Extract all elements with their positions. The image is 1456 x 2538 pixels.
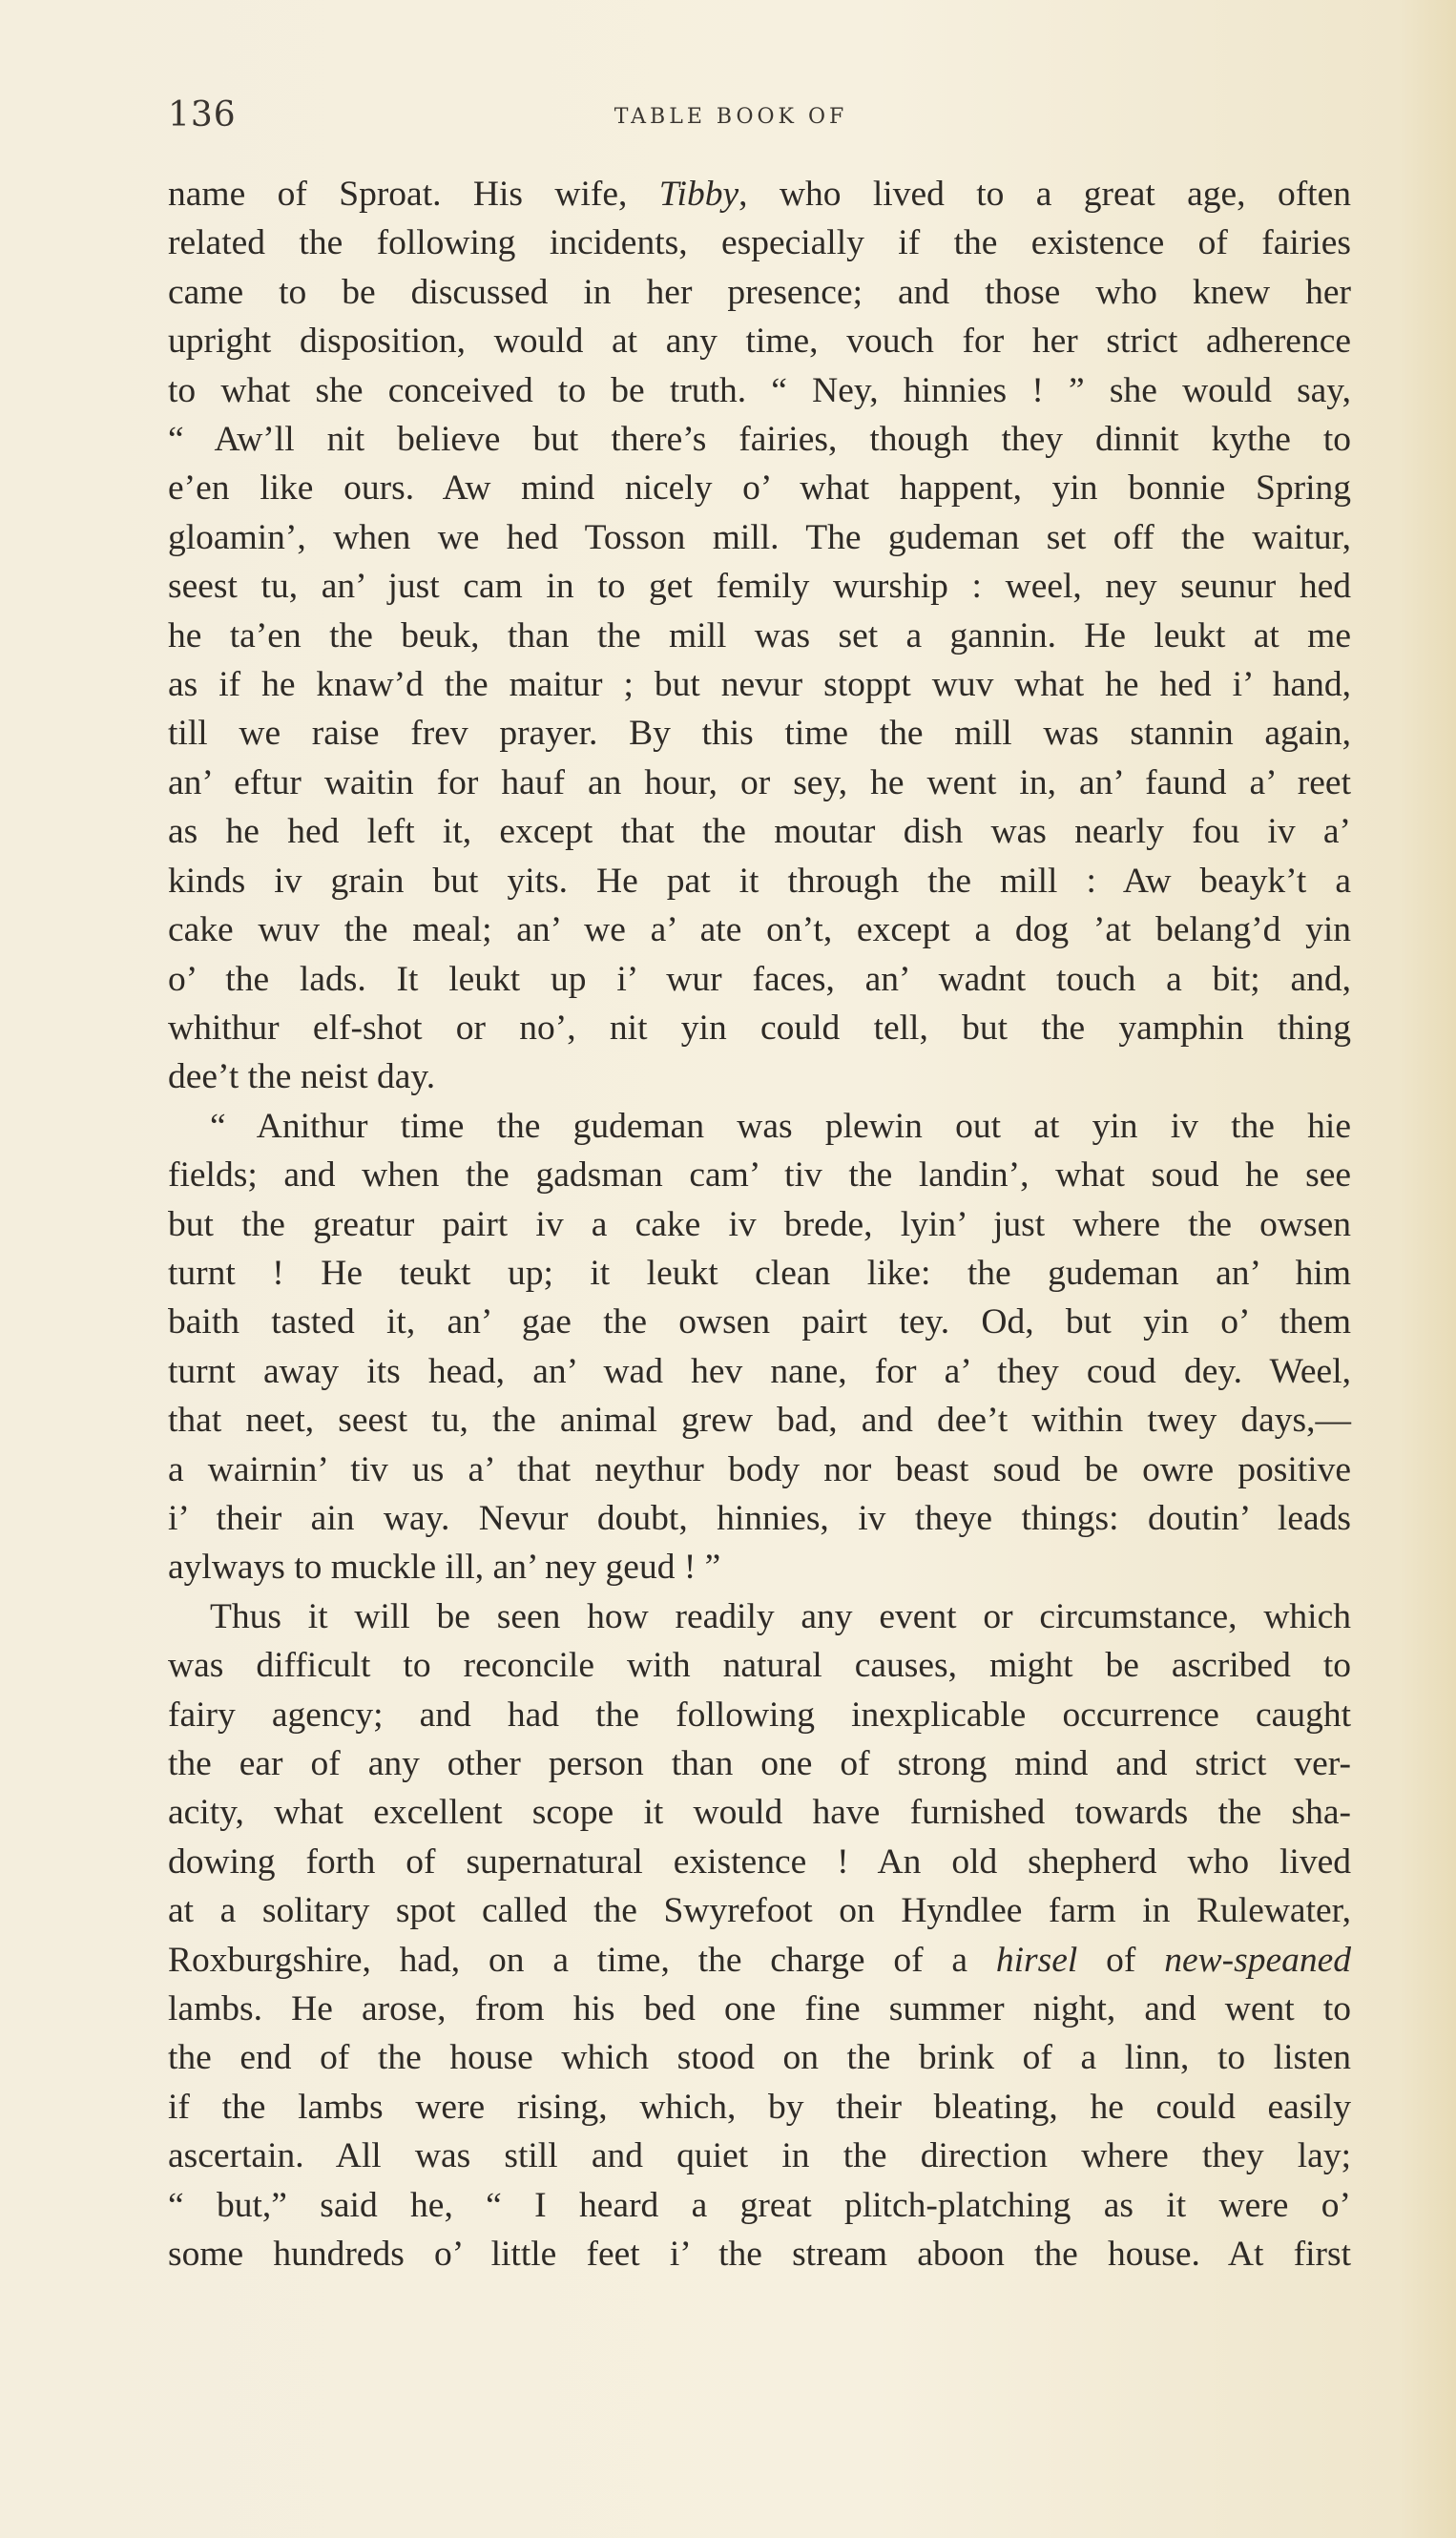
running-head: TABLE BOOK OF xyxy=(614,105,848,129)
text-line: came to be discussed in her presence; and those who knew her xyxy=(168,272,1351,312)
text-line: dee’t the neist day. xyxy=(168,1057,436,1097)
text-line: the end of the house which stood on the brink of a linn, to listen xyxy=(168,2038,1351,2078)
text-line: Thus it will be seen how readily any event or circumstance, which xyxy=(210,1596,1351,1636)
text-line: that neet, seest tu, the animal grew bad, and dee’t within twey days,— xyxy=(168,1401,1351,1441)
text-line: was difficult to reconcile with natural causes, might be ascribed to xyxy=(168,1646,1351,1686)
text-line: a wairnin’ tiv us a’ that neythur body nor beast soud be owre positive xyxy=(168,1449,1351,1489)
text-line: acity, what excellent scope it would have furnished towards the sha- xyxy=(168,1793,1351,1833)
text-line: seest tu, an’ just cam in to get femily wurship : weel, ney seunur hed xyxy=(168,567,1351,607)
text-line: i’ their ain way. Nevur doubt, hinnies, iv theye things: doutin’ leads xyxy=(168,1498,1351,1538)
paragraph xyxy=(168,1592,1351,2279)
text-line: dowing forth of supernatural existence ! An old shepherd who lived xyxy=(168,1841,1351,1882)
paragraph xyxy=(168,1102,1351,1592)
text-line: till we raise frev prayer. By this time the mill was stannin again, xyxy=(168,714,1351,754)
text-line: as if he knaw’d the maitur ; but nevur stoppt wuv what he hed i’ hand, xyxy=(168,665,1351,705)
text-line: the ear of any other person than one of strong mind and strict ver- xyxy=(168,1744,1351,1783)
text-line: lambs. He arose, from his bed one fine summer night, and went to xyxy=(168,1989,1351,2029)
text-line: cake wuv the meal; an’ we a’ ate on’t, except a dog ’at belang’d yin xyxy=(168,910,1351,950)
text-line: some hundreds o’ little feet i’ the stream aboon the house. At first xyxy=(168,2235,1351,2275)
text-line: as he hed left it, except that the moutar dish was nearly fou iv a’ xyxy=(168,812,1351,852)
text-line: turnt ! He teukt up; it leukt clean like: the gudeman an’ him xyxy=(168,1253,1351,1293)
text-line: whithur elf-shot or no’, nit yin could tell, but the yamphin thing xyxy=(168,1008,1351,1048)
text-line: fields; and when the gadsman cam’ tiv the landin’, what soud he see xyxy=(168,1155,1351,1196)
text-line: “ but,” said he, “ I heard a great plitch-platching as it were o’ xyxy=(168,2185,1351,2225)
text-line: e’en like ours. Aw mind nicely o’ what happent, yin bonnie Spring xyxy=(168,468,1351,509)
paragraph xyxy=(168,170,1351,1102)
text-line: o’ the lads. It leukt up i’ wur faces, an’ wadnt touch a bit; and, xyxy=(168,959,1351,999)
text-line: ascertain. All was still and quiet in the direction where they lay; xyxy=(168,2136,1351,2176)
text-line: if the lambs were rising, which, by their bleating, he could easily xyxy=(168,2087,1351,2127)
text-line: “ Aw’ll nit believe but there’s fairies, though they dinnit kythe to xyxy=(168,420,1351,460)
text-line: upright disposition, would at any time, vouch for her strict adherence xyxy=(168,322,1351,362)
text-line: kinds iv grain but yits. He pat it through the mill : Aw beayk’t a xyxy=(168,861,1351,901)
text-line: name of Sproat. His wife, Tibby, who lived to a great age, often xyxy=(168,175,1351,214)
page-header xyxy=(168,95,1351,143)
text-line: at a solitary spot called the Swyrefoot on Hyndlee farm in Rulewater, xyxy=(168,1891,1351,1931)
text-line: but the greatur pairt iv a cake iv brede, lyin’ just where the owsen xyxy=(168,1204,1351,1244)
text-line: to what she conceived to be truth. “ Ney, hinnies ! ” she would say, xyxy=(168,370,1351,410)
text-line: “ Anithur time the gudeman was plewin out at yin iv the hie xyxy=(210,1106,1351,1146)
body-text xyxy=(168,170,1351,2278)
text-line: an’ eftur waitin for hauf an hour, or sey, he went in, an’ faund a’ reet xyxy=(168,762,1351,802)
text-line: fairy agency; and had the following inexplicable occurrence caught xyxy=(168,1695,1351,1735)
page-number: 136 xyxy=(168,95,237,135)
text-line: baith tasted it, an’ gae the owsen pairt tey. Od, but yin o’ them xyxy=(168,1302,1351,1342)
text-line: Roxburgshire, had, on a time, the charge of a hirsel of new-speaned xyxy=(168,1940,1351,1980)
text-line: he ta’en the beuk, than the mill was set a gannin. He leukt at me xyxy=(168,615,1351,655)
text-line: turnt away its head, an’ wad hev nane, for a’ they coud dey. Weel, xyxy=(168,1351,1351,1391)
text-line: aylways to muckle ill, an’ ney geud ! ” xyxy=(168,1548,721,1588)
text-line: gloamin’, when we hed Tosson mill. The gudeman set off the waitur, xyxy=(168,517,1351,557)
text-line: related the following incidents, especially if the existence of fairies xyxy=(168,223,1351,263)
